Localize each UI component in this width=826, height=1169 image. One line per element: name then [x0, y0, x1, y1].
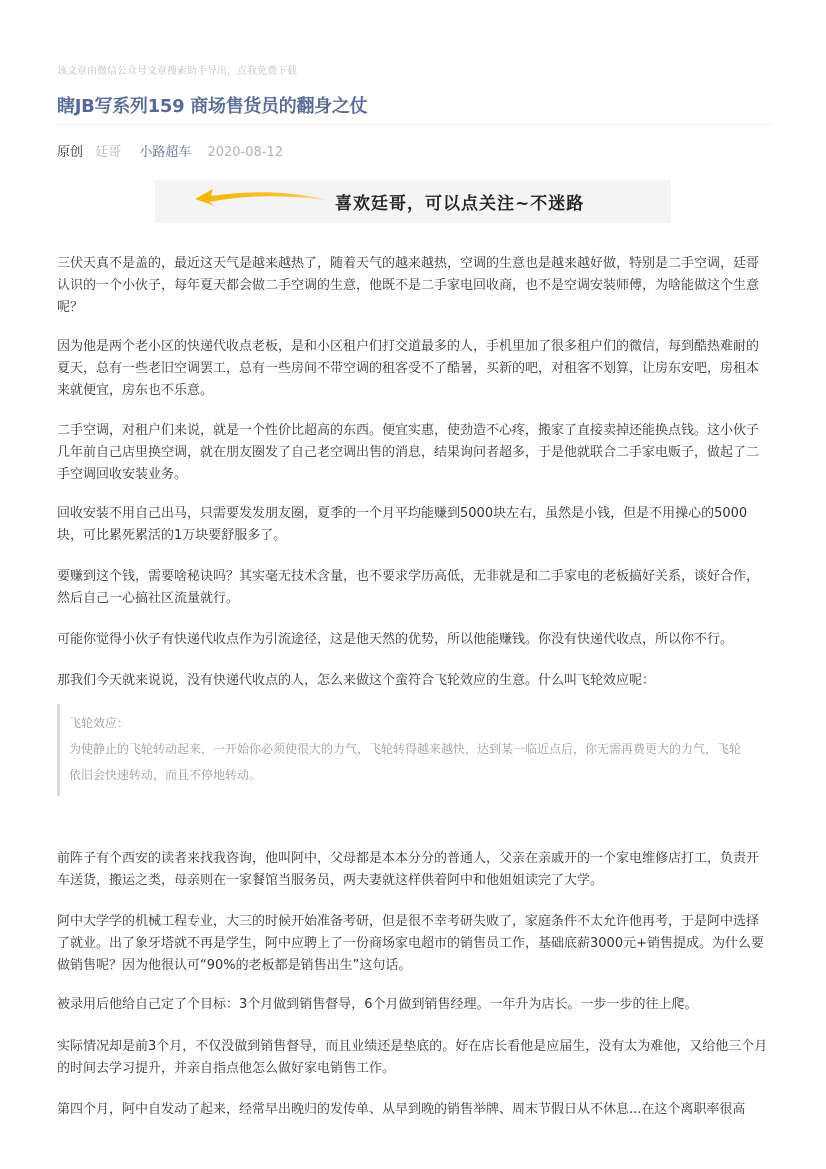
- paragraph-12: 第四个月，阿中自发动了起来，经常早出晚归的发传单、从早到晚的销售举牌、周末节假日从不休息...在这个离职率很高: [57, 1102, 746, 1117]
- paragraph-11: 实际情况却是前3个月，不仅没做到销售督导，而且业绩还是垫底的。好在店长看他是应届生，没有太为难他，又给他三个月的时间去学习提升，并亲自指点他怎么做好家电销售工作。: [57, 1039, 768, 1076]
- paragraph-10: 被录用后他给自己定了个目标：3个月做到销售督导，6个月做到销售经理。一年升为店长。一步一步的往上爬。: [57, 997, 698, 1012]
- title-divider: [57, 124, 770, 125]
- author-name: 廷哥: [95, 145, 122, 160]
- paragraph-1: 三伏天真不是盖的，最近这天气是越来越热了，随着天气的越来越热，空调的生意也是越来越好做，特别是二手空调，廷哥认识的一个小伙子，每年夏天都会做二手空调的生意，他既不是二手家电回收商，也不是空调安装师傅，为啥能做这个生意呢？: [57, 256, 760, 315]
- quote-label: 飞轮效应：: [69, 716, 130, 730]
- account-link[interactable]: 小路超车: [139, 145, 192, 160]
- follow-banner: [155, 180, 671, 223]
- banner-text: 喜欢廷哥，可以点关注~不迷路: [335, 194, 585, 214]
- paragraph-7: 那我们今天就来说说，没有快递代收点的人，怎么来做这个蛮符合飞轮效应的生意。什么叫飞轮效应呢：: [57, 673, 656, 688]
- article-title: 瞎JB写系列159 商场售货员的翻身之仗: [57, 96, 368, 117]
- export-note-link[interactable]: 该文章由微信公众号文章搜索助手导出，点我免费下载: [57, 66, 297, 77]
- paragraph-9: 阿中大学学的机械工程专业，大三的时候开始准备考研，但是很不幸考研失败了，家庭条件不太允许他再考，于是阿中选择了就业。出了象牙塔就不再是学生，阿中应聘上了一份商场家电超市的销售员工作，基础底薪3000元+销售提成。为什么要做销售呢？因为他很认可“90%的老板都是销售出生”这句话。: [57, 914, 764, 973]
- paragraph-8: 前阵子有个西安的读者来找我咨询，他叫阿中，父母都是本本分分的普通人，父亲在亲戚开的一个家电维修店打工，负责开车送货，搬运之类，母亲则在一家餐馆当服务员，两夫妻就这样供着阿中和他姐姐读完了大学。: [57, 851, 760, 888]
- quote-line: 为使静止的飞轮转动起来，一开始你必须使很大的力气，飞轮转得越来越快，达到某一临近点后，你无需再费更大的力气，飞轮: [69, 742, 742, 756]
- article-meta: [57, 141, 283, 160]
- paragraph-5: 要赚到这个钱，需要啥秘诀吗？其实毫无技术含量，也不要求学历高低，无非就是和二手家电的老板搞好关系，谈好合作，然后自己一心搞社区流量就行。: [57, 569, 760, 606]
- flywheel-quote: [57, 704, 770, 796]
- publish-date: 2020-08-12: [207, 145, 284, 160]
- paragraph-6: 可能你觉得小伙子有快递代收点作为引流途径，这是他天然的优势，所以他能赚钱。你没有快递代收点，所以你不行。: [57, 632, 734, 647]
- paragraph-3: 二手空调，对租户们来说，就是一个性价比超高的东西。便宜实惠，使劲造不心疼，搬家了直接卖掉还能换点钱。这小伙子几年前自己店里换空调，就在朋友圈发了自己老空调出售的消息，结果询问者超多，于是他就联合二手家电贩子，做起了二手空调回收安装业务。: [57, 423, 760, 482]
- paragraph-2: 因为他是两个老小区的快递代收点老板，是和小区租户们打交道最多的人，手机里加了很多租户们的微信，每到酷热难耐的夏天，总有一些老旧空调罢工，总有一些房间不带空调的租客受不了酷暑，买新的吧，对租客不划算，让房东安吧，房租本来就便宜，房东也不乐意。: [57, 339, 760, 398]
- paragraph-4: 回收安装不用自己出马，只需要发发朋友圈，夏季的一个月平均能赚到5000块左右，虽然是小钱，但是不用操心的5000块，可比累死累活的1万块要舒服多了。: [57, 506, 748, 543]
- original-badge: 原创: [57, 145, 84, 160]
- quote-line: 依旧会快速转动，而且不停地转动。: [69, 768, 262, 782]
